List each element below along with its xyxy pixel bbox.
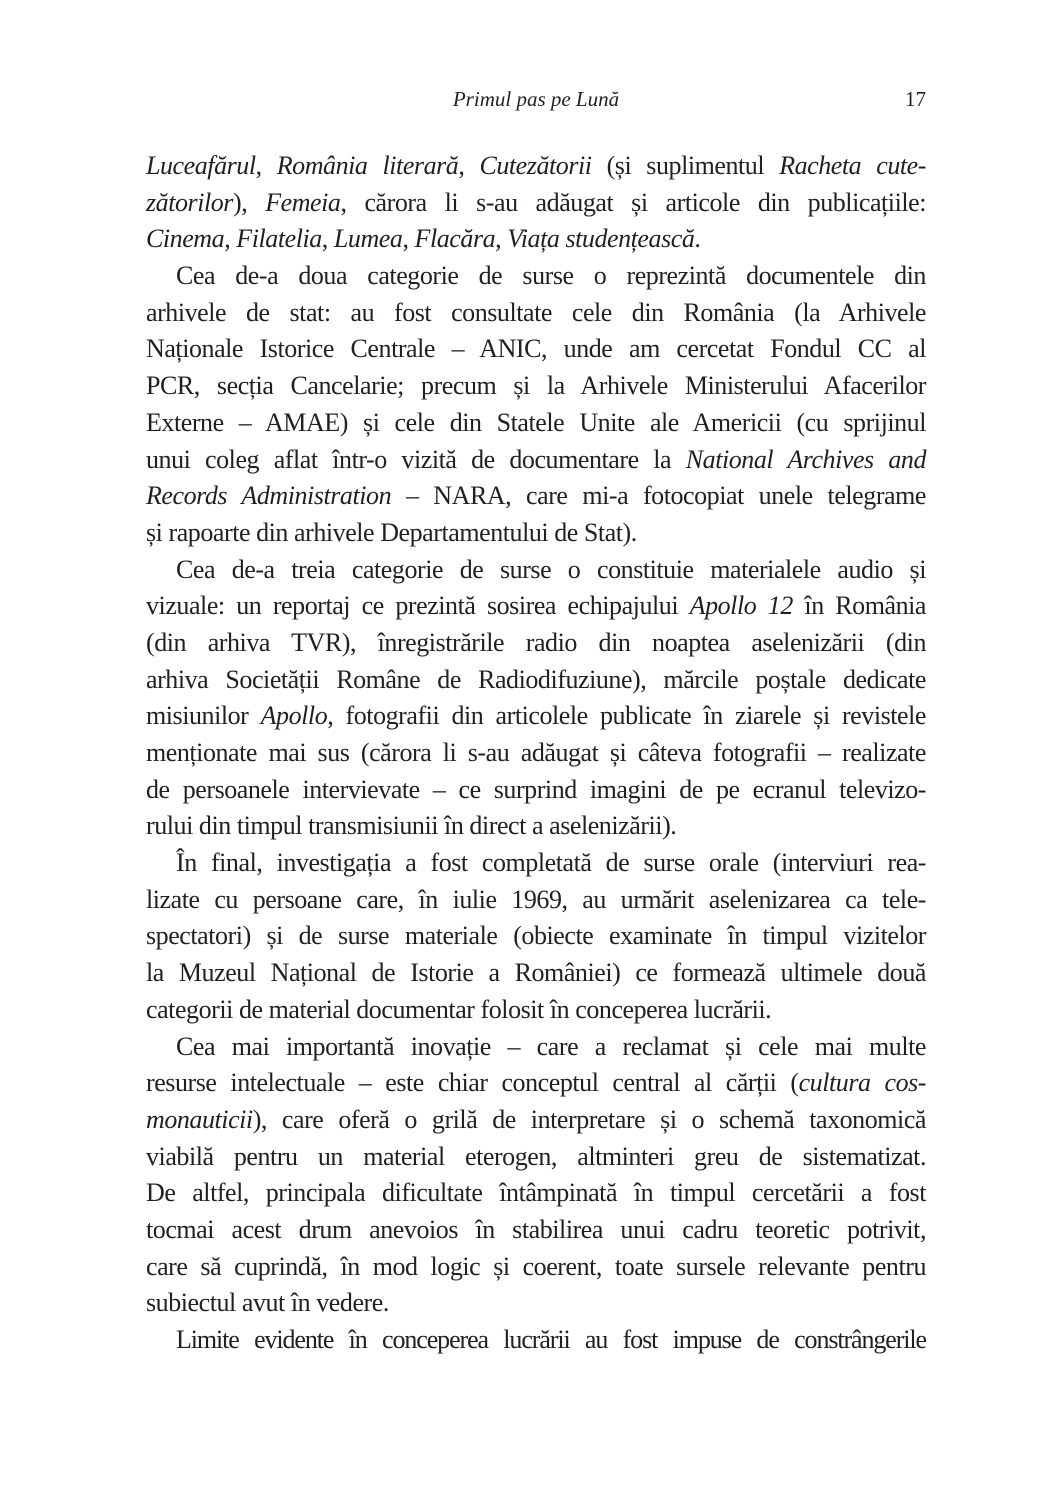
paragraph (146, 845, 926, 1028)
text-segment: de persoanele intervievate – ce surprind imagini de pe ecranul televizo- (146, 774, 926, 804)
italic-title: România literară (276, 151, 459, 180)
text-segment: lizate cu persoane care, în iulie 1969, au urmărit aselenizarea ca tele- (146, 884, 926, 914)
text-line (146, 992, 926, 1029)
text-segment: (din arhiva TVR), înregistrările radio din noaptea aselenizării (din (146, 627, 926, 657)
text-line (146, 1212, 926, 1249)
italic-title: monauticii (146, 1104, 253, 1134)
text-segment: , (255, 151, 277, 180)
italic-title: Lumea (333, 224, 403, 254)
italic-title: National Archives and (685, 444, 926, 474)
text-line (146, 662, 926, 699)
text-line (146, 478, 926, 515)
italic-title: Femeia (265, 187, 341, 217)
text-line (146, 625, 926, 662)
text-line (146, 1102, 926, 1139)
text-line (146, 808, 926, 845)
text-segment: viabilă pentru un material eterogen, altminteri greu de sistematizat. (146, 1141, 926, 1171)
text-segment: arhivele de stat: au fost consultate cele din România (la Arhivele (146, 297, 926, 327)
page-number: 17 (905, 87, 926, 111)
text-line (146, 1029, 926, 1066)
text-segment: , (321, 224, 334, 254)
text-line (146, 882, 926, 919)
text-line (146, 442, 926, 479)
italic-title: Viața studențească (507, 224, 695, 254)
text-segment: ), care oferă o grilă de interpretare și o schemă taxonomică (252, 1104, 926, 1134)
italic-title: cultura cos- (798, 1068, 927, 1098)
text-segment: unui coleg aflat într-o vizită de documentare la (146, 444, 686, 474)
text-line (146, 148, 926, 185)
text-line (146, 955, 926, 992)
running-header (146, 84, 926, 114)
paragraph (146, 552, 926, 846)
paragraph (146, 1029, 926, 1323)
text-line (146, 405, 926, 442)
text-line (146, 1249, 926, 1286)
italic-title: Cutezătorii (479, 151, 592, 180)
text-segment: arhiva Societății Române de Radiodifuziune), mărcile poștale dedicate (146, 664, 926, 694)
text-line (146, 368, 926, 405)
italic-title: Luceafărul (146, 151, 256, 180)
body-text (146, 148, 926, 1359)
italic-title: Filatelia (236, 224, 322, 254)
text-segment: Cea mai importantă inovație – care a reclamat și cele mai multe (176, 1031, 926, 1061)
text-segment: tocmai acest drum anevoios în stabilirea unui cadru teoretic potrivit, (146, 1214, 926, 1244)
text-segment: subiectul avut în vedere. (146, 1288, 389, 1318)
italic-title: Racheta cute- (779, 151, 926, 180)
running-title: Primul pas pe Lună (452, 87, 620, 111)
text-line (146, 185, 926, 222)
text-segment: , (458, 151, 480, 180)
text-line (146, 1139, 926, 1176)
text-segment: menționate mai sus (cărora li s-au adăugat și câteva fotografii – realizate (146, 738, 926, 767)
italic-title: Flacăra (414, 224, 496, 254)
italic-title: Apollo (260, 701, 328, 731)
text-segment: ), (232, 187, 266, 217)
text-segment: , (495, 224, 508, 254)
text-segment: vizuale: un reportaj ce prezintă sosirea echipajului (146, 591, 690, 621)
text-segment: Naționale Istorice Centrale – ANIC, unde am cercetat Fondul CC al (146, 334, 926, 364)
italic-title: Apollo 12 (689, 591, 793, 621)
text-line (146, 552, 926, 589)
text-line (146, 295, 926, 332)
paragraph (146, 1322, 926, 1359)
text-line (146, 698, 926, 735)
paragraph (146, 148, 926, 258)
text-segment: spectatori) și de surse materiale (obiecte examinate în timpul vizitelor (146, 921, 926, 951)
text-line (146, 588, 926, 625)
text-segment: De altfel, principala dificultate întâmpinată în timpul cercetării a fost (146, 1178, 926, 1208)
text-segment: resurse intelectuale – este chiar conceptul central al cărții ( (146, 1068, 799, 1098)
text-line (146, 1065, 926, 1102)
text-line (146, 221, 926, 258)
paragraph (146, 258, 926, 552)
text-segment: Cea de-a treia categorie de surse o constituie materialele audio și (176, 554, 926, 584)
italic-title: zătorilor (146, 187, 233, 217)
text-line (146, 258, 926, 295)
text-line (146, 515, 926, 552)
text-segment: Cea de-a doua categorie de surse o reprezintă documentele din (176, 261, 926, 291)
text-segment: (și suplimentul (591, 151, 780, 180)
text-segment: la Muzeul Național de Istorie a României) ce formează ultimele două (146, 958, 926, 988)
text-segment: , cărora li s-au adăugat și articole din publicațiile: (340, 187, 926, 217)
text-segment: care să cuprindă, în mod logic și coerent, toate sursele relevante pentru (146, 1251, 926, 1281)
text-segment: . (694, 224, 701, 254)
text-line (146, 1322, 926, 1359)
text-segment: , (402, 224, 415, 254)
text-segment: în România (792, 591, 926, 621)
text-segment: categorii de material documentar folosit în conceperea lucrării. (146, 994, 772, 1024)
italic-title: Records Administration (146, 481, 392, 511)
text-segment: Externe – AMAE) și cele din Statele Unite ale Americii (cu sprijinul (146, 407, 926, 437)
text-segment: Limite evidente în conceperea lucrării au fost impuse de constrângerile (176, 1325, 926, 1354)
text-line (146, 918, 926, 955)
text-line (146, 1285, 926, 1322)
text-line (146, 1175, 926, 1212)
text-segment: – NARA, care mi-a fotocopiat unele telegrame (391, 481, 926, 511)
text-line (146, 772, 926, 809)
text-segment: În final, investigația a fost completată de surse orale (interviuri rea- (176, 848, 926, 878)
text-line (146, 331, 926, 368)
text-segment: misiunilor (146, 701, 261, 731)
text-segment: , (224, 224, 237, 254)
text-line (146, 845, 926, 882)
text-segment: , fotografii din articolele publicate în ziarele și revistele (327, 701, 926, 731)
text-segment: rului din timpul transmisiunii în direct a aselenizării). (146, 811, 677, 841)
text-line (146, 735, 926, 772)
text-segment: PCR, secția Cancelarie; precum și la Arhivele Ministerului Afacerilor (146, 371, 926, 401)
text-segment: și rapoarte din arhivele Departamentului de Stat). (146, 517, 637, 547)
italic-title: Cinema (146, 224, 225, 254)
